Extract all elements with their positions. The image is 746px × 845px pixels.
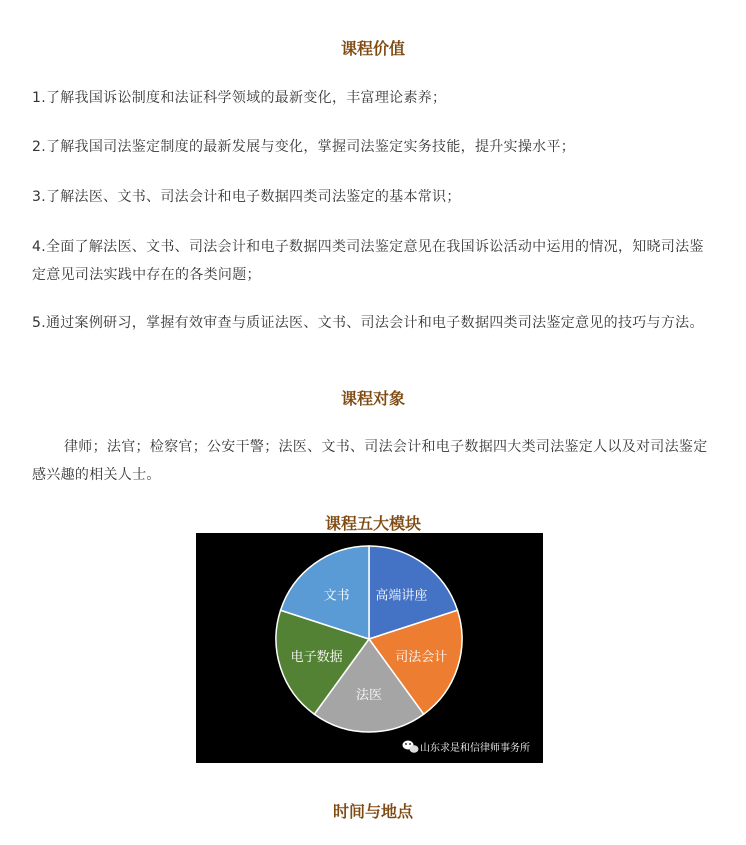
pie-label-2: 法医 — [355, 688, 383, 703]
value-item-4: 4.全面了解法医、文书、司法会计和电子数据四类司法鉴定意见在我国诉讼活动中运用的情况，知晓司法鉴定意见司法实践中存在的各类问题； — [32, 239, 704, 283]
section-title-time-place: 时间与地点 — [332, 802, 413, 821]
pie-label-4: 文书 — [323, 588, 350, 604]
value-item-3: 3.了解法医、文书、司法会计和电子数据四类司法鉴定的基本常识； — [32, 189, 461, 205]
pie-slices — [276, 546, 462, 732]
watermark-text: 山东求是和信律师事务所 — [420, 743, 530, 754]
section-title-value: 课程价值 — [340, 39, 405, 58]
value-item-1: 1.了解我国诉讼制度和法证科学领域的最新变化，丰富理论素养； — [32, 90, 447, 106]
wechat-icon — [403, 741, 419, 753]
value-item-2: 2.了解我国司法鉴定制度的最新发展与变化，掌握司法鉴定实务技能，提升实操水平； — [32, 139, 576, 155]
pie-chart-svg — [196, 533, 543, 763]
pie-label-3: 电子数据 — [290, 649, 343, 665]
section-title-modules: 课程五大模块 — [324, 514, 421, 533]
pie-label-1: 司法会计 — [395, 649, 448, 665]
audience-text: 律师；法官；检察官；公安干警；法医、文书、司法会计和电子数据四大类司法鉴定人以及对司法鉴定感兴趣的相关人士。 — [32, 439, 708, 483]
pie-label-0: 高端讲座 — [375, 588, 428, 604]
section-title-audience: 课程对象 — [340, 389, 405, 408]
modules-pie-chart — [196, 533, 543, 763]
watermark — [403, 741, 531, 755]
value-item-5: 5.通过案例研习，掌握有效审查与质证法医、文书、司法会计和电子数据四类司法鉴定意见的技巧与方法。 — [32, 315, 704, 331]
